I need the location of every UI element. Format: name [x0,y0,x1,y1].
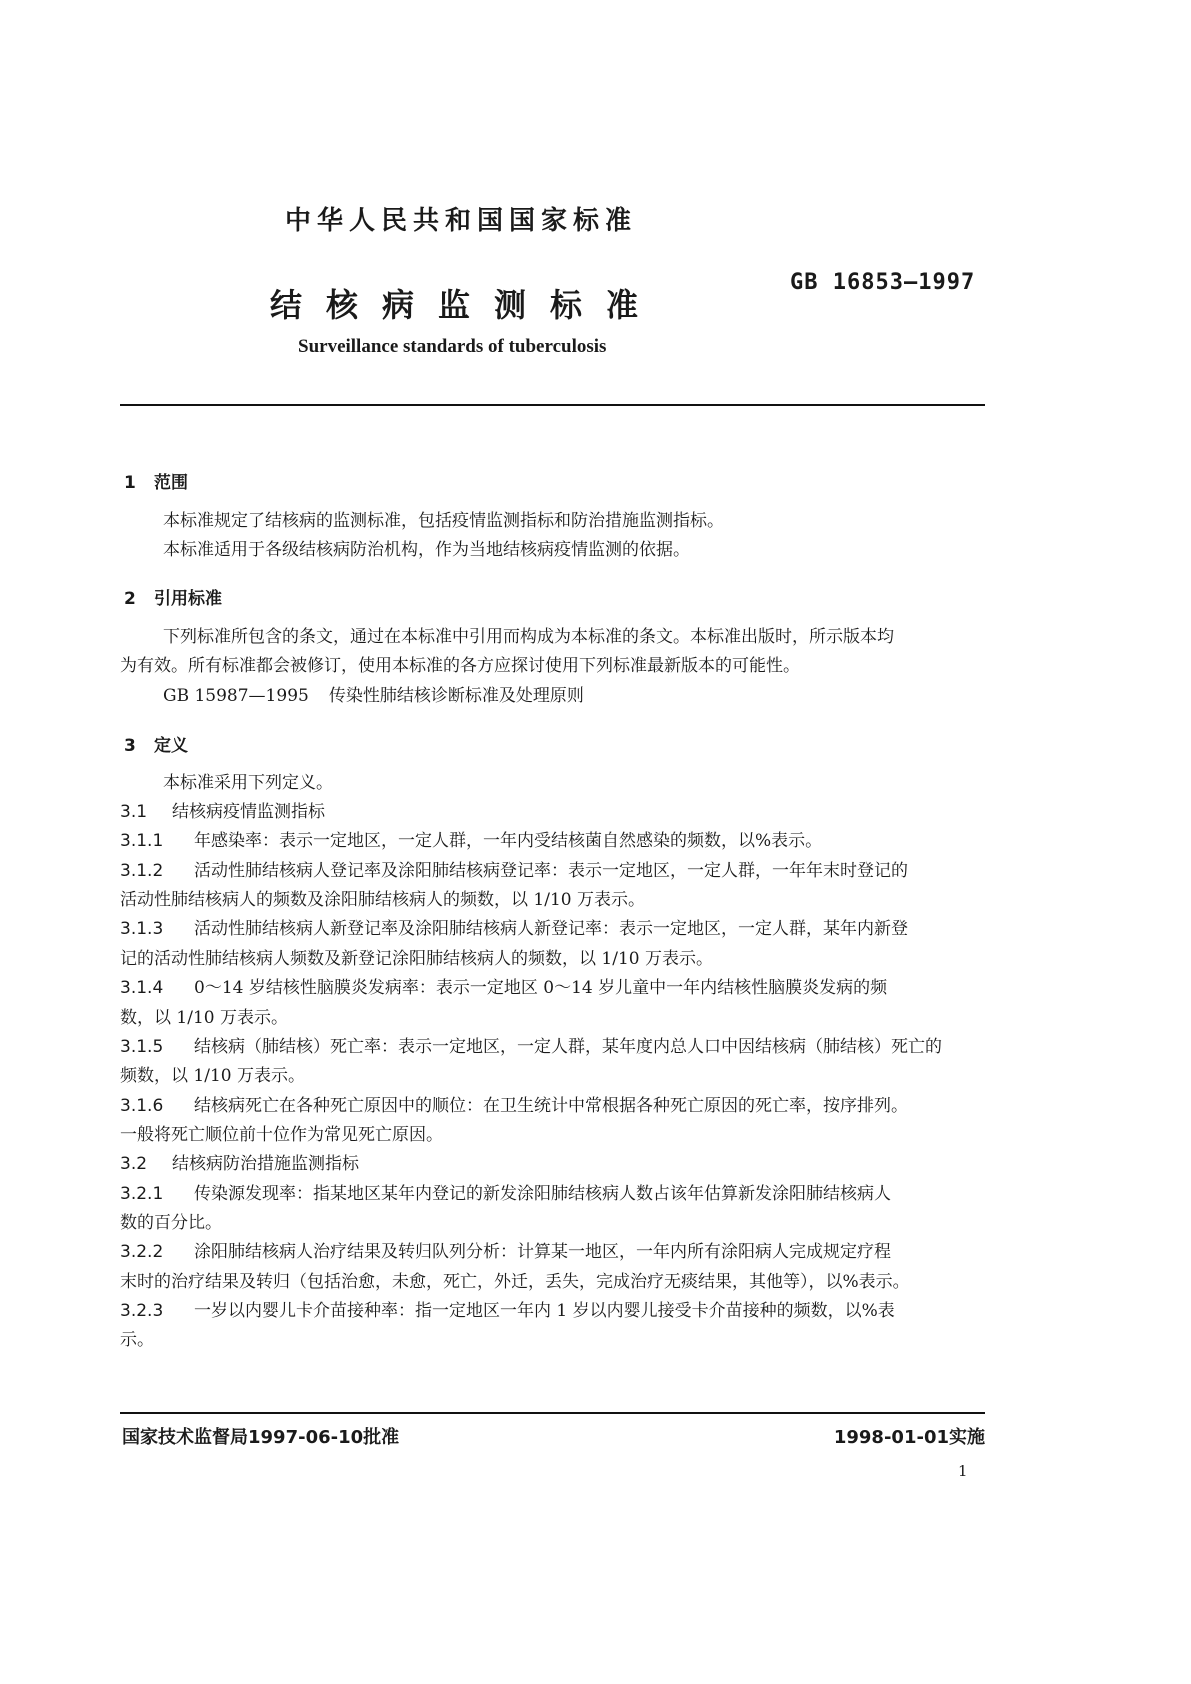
clause-3-1-5-line-1: 结核病（肺结核）死亡率：表示一定地区，一定人群，某年度内总人口中因结核病（肺结核）死亡的 [194,1037,942,1057]
clause-3-1-4-number: 3.1.4 [120,978,164,998]
clause-3-1-1-number: 3.1.1 [120,831,164,851]
clause-3-1-3-line-1: 活动性肺结核病人新登记率及涂阳肺结核病人新登记率：表示一定地区，一定人群，某年内新登 [194,919,908,939]
standard-number: GB 16853—1997 [790,270,976,295]
clause-3-2-2-line-1: 涂阳肺结核病人治疗结果及转归队列分析：计算某一地区，一年内所有涂阳病人完成规定疗程 [194,1242,891,1262]
clause-3-1-2 [120,861,908,881]
header-rule [120,404,985,406]
clause-3-2-1 [120,1184,891,1204]
section-3-heading [124,731,188,756]
document-title-en: Surveillance standards of tuberculosis [298,336,607,357]
reference-code: GB 15987—1995 [163,686,309,706]
clause-3-1-2-line-2: 活动性肺结核病人的频数及涂阳肺结核病人的频数，以 1/10 万表示。 [120,890,645,910]
clause-3-1-1-line-1: 年感染率：表示一定地区，一定人群，一年内受结核菌自然感染的频数，以%表示。 [194,831,823,851]
clause-3-2-3-line-1: 一岁以内婴儿卡介苗接种率：指一定地区一年内 1 岁以内婴儿接受卡介苗接种的频数，以%表 [194,1301,895,1321]
document-title-cn: 结核病监测标准 [270,286,663,324]
clause-3-2 [120,1154,359,1174]
clause-3-1-6 [120,1096,908,1116]
clause-3-1-2-line-1: 活动性肺结核病人登记率及涂阳肺结核病登记率：表示一定地区，一定人群，一年年末时登记的 [194,861,908,881]
section-1-heading [124,468,188,493]
reference-title: 传染性肺结核诊断标准及处理原则 [328,686,584,706]
clause-3-1-6-number: 3.1.6 [120,1096,164,1116]
clause-3-1-4 [120,978,887,998]
section-2-heading [124,584,222,609]
clause-3-1-5-number: 3.1.5 [120,1037,164,1057]
clause-3-2-number: 3.2 [120,1154,148,1174]
clause-3-2-2-number: 3.2.2 [120,1242,164,1262]
clause-3-1-text: 结核病疫情监测指标 [172,802,325,822]
clause-3-2-3-number: 3.2.3 [120,1301,164,1321]
clause-3-2-text: 结核病防治措施监测指标 [172,1154,359,1174]
section-2-number: 2 [124,589,136,609]
clause-3-1-5-line-2: 频数，以 1/10 万表示。 [120,1066,305,1086]
clause-3-2-1-number: 3.2.1 [120,1184,164,1204]
clause-3-1-3-number: 3.1.3 [120,919,164,939]
clause-3-1-4-line-2: 数，以 1/10 万表示。 [120,1008,288,1028]
section-2-line-1: 下列标准所包含的条文，通过在本标准中引用而构成为本标准的条文。本标准出版时，所示版本均 [163,627,894,647]
clause-3-1-3 [120,919,908,939]
section-3-title: 定义 [154,736,188,756]
clause-3-1-6-line-1: 结核病死亡在各种死亡原因中的顺位：在卫生统计中常根据各种死亡原因的死亡率，按序排列。 [194,1096,908,1116]
section-1-title: 范围 [154,473,188,493]
clause-3-2-1-line-1: 传染源发现率：指某地区某年内登记的新发涂阳肺结核病人数占该年估算新发涂阳肺结核病人 [194,1184,891,1204]
national-standard-heading: 中华人民共和国国家标准 [285,206,638,236]
section-3-number: 3 [124,736,136,756]
clause-3-2-2-line-2: 末时的治疗结果及转归（包括治愈，未愈，死亡，外迁，丢失，完成治疗无痰结果，其他等），以%表示。 [120,1272,910,1292]
clause-3-2-3-line-2: 示。 [120,1330,154,1350]
clause-3-2-1-line-2: 数的百分比。 [120,1213,222,1233]
clause-3-1-5 [120,1037,942,1057]
clause-3-1-4-line-1: 0～14 岁结核性脑膜炎发病率：表示一定地区 0～14 岁儿童中一年内结核性脑膜炎发病的频 [194,978,888,998]
page-number: 1 [958,1462,968,1480]
clause-3-1 [120,802,325,822]
section-2-line-2: 为有效。所有标准都会被修订，使用本标准的各方应探讨使用下列标准最新版本的可能性。 [120,656,800,676]
clause-3-2-3 [120,1301,895,1321]
approval-date: 国家技术监督局1997-06-10批准 [122,1427,400,1448]
section-1-number: 1 [124,473,136,493]
clause-3-1-1 [120,831,822,851]
section-1-line-1: 本标准规定了结核病的监测标准，包括疫情监测指标和防治措施监测指标。 [163,511,724,531]
section-3-intro: 本标准采用下列定义。 [163,773,333,793]
clause-3-1-6-line-2: 一般将死亡顺位前十位作为常见死亡原因。 [120,1125,443,1145]
effective-date: 1998-01-01实施 [833,1427,985,1448]
footer-rule [120,1412,985,1414]
clause-3-1-3-line-2: 记的活动性肺结核病人频数及新登记涂阳肺结核病人的频数，以 1/10 万表示。 [120,949,713,969]
section-1-line-2: 本标准适用于各级结核病防治机构，作为当地结核病疫情监测的依据。 [163,540,690,560]
clause-3-2-2 [120,1242,891,1262]
clause-3-1-number: 3.1 [120,802,148,822]
section-2-title: 引用标准 [154,589,222,609]
clause-3-1-2-number: 3.1.2 [120,861,164,881]
reference-standard [163,686,584,706]
